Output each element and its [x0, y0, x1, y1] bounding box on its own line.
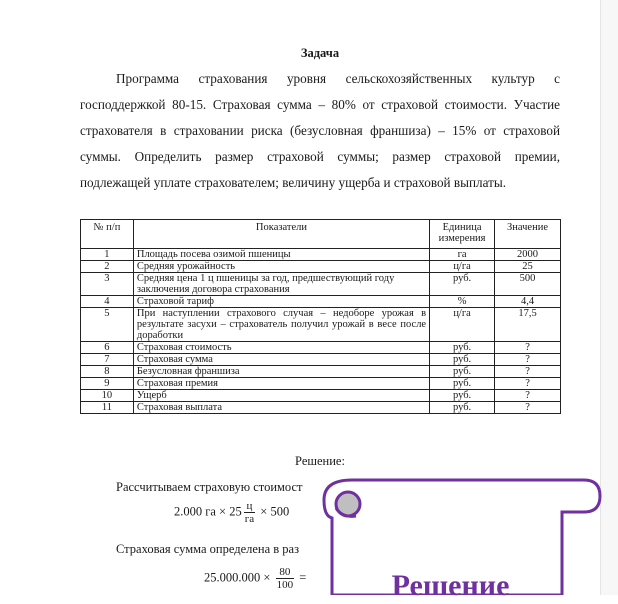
solution-line-2: Страховая сумма определена в раз — [116, 542, 300, 556]
formula-2-right: = — [299, 570, 307, 585]
row-value: ? — [495, 342, 561, 354]
row-unit: руб. — [430, 366, 495, 378]
table-row — [81, 249, 561, 261]
header-unit: Единица измерения — [430, 220, 495, 249]
row-value: 17,5 — [495, 308, 561, 342]
row-number: 11 — [81, 402, 134, 414]
fraction-percent — [276, 566, 295, 591]
table-row — [81, 342, 561, 354]
data-table — [80, 219, 561, 414]
table-row — [81, 366, 561, 378]
row-indicator: Страховая выплата — [133, 402, 429, 414]
row-unit: ц/га — [430, 308, 495, 342]
formula-sum-insured — [204, 566, 306, 591]
row-unit: % — [430, 296, 495, 308]
row-indicator: Страховая сумма — [133, 354, 429, 366]
table-row — [81, 308, 561, 342]
row-value: ? — [495, 402, 561, 414]
table-row — [81, 354, 561, 366]
row-unit: га — [430, 249, 495, 261]
row-number: 6 — [81, 342, 134, 354]
row-indicator: Безусловная франшиза — [133, 366, 429, 378]
fraction-numerator: 80 — [276, 566, 295, 579]
fraction-yield-unit — [244, 500, 255, 525]
row-indicator: Ущерб — [133, 390, 429, 402]
table-row — [81, 402, 561, 414]
row-value: 25 — [495, 261, 561, 273]
page-title: Задача — [300, 46, 340, 60]
row-indicator: Страховая премия — [133, 378, 429, 390]
viewer-scroll-area[interactable] — [601, 0, 618, 595]
row-unit: руб. — [430, 402, 495, 414]
problem-text: Программа страхования уровня сельскохозяйственных культур с господдержкой 80-15. Страховая сумма – 80% от страховой стоимости. Участие страхователя в страховании риска (безусловная франшиза) – 15% от страховой суммы. Определить размер страховой суммы; размер страховой премии, подлежащей уплате страхователем; величину ущерба и страховой выплаты. — [80, 71, 560, 190]
row-number: 9 — [81, 378, 134, 390]
formula-2-left: 25.000.000 × — [204, 570, 271, 585]
row-unit: руб. — [430, 390, 495, 402]
row-value: ? — [495, 378, 561, 390]
row-number: 7 — [81, 354, 134, 366]
header-number: № п/п — [81, 220, 134, 249]
row-indicator: Средняя цена 1 ц пшеницы за год, предшествующий году заключения договора страхования — [133, 273, 429, 296]
row-indicator: Страховая стоимость — [133, 342, 429, 354]
overlay-solution-label: Решение — [391, 569, 510, 602]
row-number: 8 — [81, 366, 134, 378]
solution-line-1: Рассчитываем страховую стоимост — [116, 480, 303, 494]
row-value: 4,4 — [495, 296, 561, 308]
row-unit: руб. — [430, 354, 495, 366]
table-row — [81, 296, 561, 308]
row-number: 4 — [81, 296, 134, 308]
row-value: 500 — [495, 273, 561, 296]
fraction-denominator: 100 — [276, 579, 294, 591]
formula-insured-value — [174, 500, 289, 525]
row-indicator: Площадь посева озимой пшеницы — [133, 249, 429, 261]
row-indicator: При наступлении страхового случая – недоборе урожая в результате засухи – страхователь получил урожай в весе после доработки — [133, 308, 429, 342]
table-row — [81, 390, 561, 402]
row-unit: руб. — [430, 342, 495, 354]
row-value: ? — [495, 354, 561, 366]
table-row — [81, 273, 561, 296]
row-number: 5 — [81, 308, 134, 342]
row-value: ? — [495, 366, 561, 378]
row-number: 3 — [81, 273, 134, 296]
row-number: 2 — [81, 261, 134, 273]
formula-1-right: × 500 — [260, 504, 290, 519]
row-indicator: Средняя урожайность — [133, 261, 429, 273]
row-value: 2000 — [495, 249, 561, 261]
fraction-denominator: га — [244, 513, 255, 525]
table-header-row — [81, 220, 561, 249]
row-unit: ц/га — [430, 261, 495, 273]
solution-title: Решение: — [295, 454, 345, 468]
row-value: ? — [495, 390, 561, 402]
formula-1-left: 2.000 га × 25 — [174, 504, 242, 519]
header-indicator: Показатели — [133, 220, 429, 249]
row-number: 1 — [81, 249, 134, 261]
header-value: Значение — [495, 220, 561, 249]
row-unit: руб. — [430, 378, 495, 390]
row-indicator: Страховой тариф — [133, 296, 429, 308]
row-number: 10 — [81, 390, 134, 402]
fraction-numerator: ц — [244, 500, 255, 513]
table-row — [81, 261, 561, 273]
row-unit: руб. — [430, 273, 495, 296]
table-row — [81, 378, 561, 390]
